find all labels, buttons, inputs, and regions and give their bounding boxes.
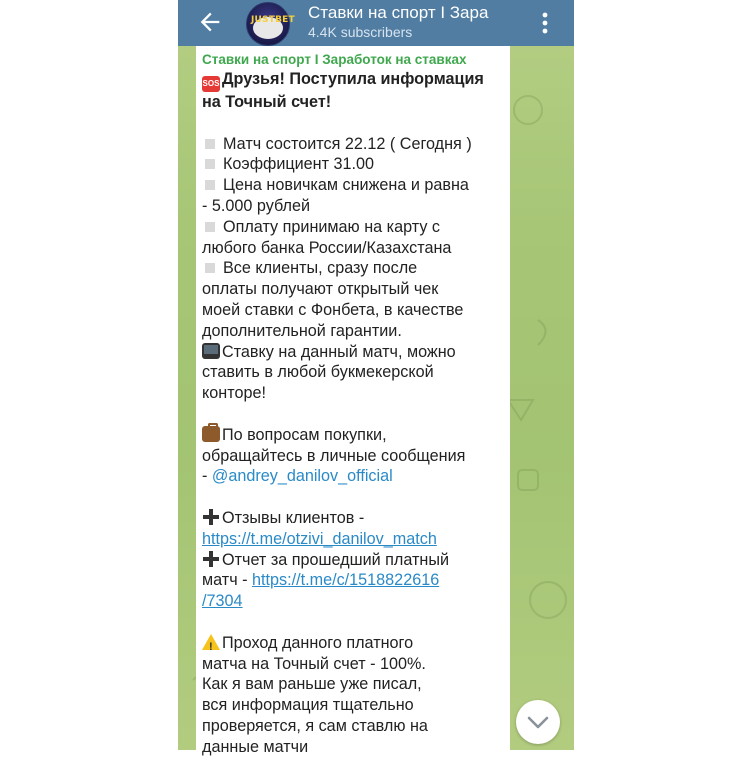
- square-bullet-icon: [205, 139, 215, 149]
- telegram-channel-screen: [178, 0, 574, 756]
- arrow-left-icon[interactable]: [196, 8, 224, 36]
- line-reviews: Отзывы клиентов -: [222, 508, 365, 527]
- line-contact-1: По вопросам покупки,: [222, 425, 387, 444]
- line-payment-2: любого банка России/Казахстана: [202, 238, 452, 257]
- plus-icon: [202, 509, 220, 525]
- briefcase-icon: [202, 426, 220, 442]
- message-text: [202, 69, 500, 758]
- line-pass-3: Как я вам раньше уже писал,: [202, 675, 422, 694]
- line-pass-1: Проход данного платного: [222, 633, 414, 652]
- line-pass-2: матча на Точный счет - 100%.: [202, 654, 426, 673]
- line-coefficient: Коэффициент 31.00: [223, 155, 375, 174]
- line-match-date: Матч состоится 22.12 ( Сегодня ): [223, 134, 472, 153]
- channel-title[interactable]: Ставки на спорт I Зара: [308, 3, 489, 22]
- line-pass-6: данные матчи: [202, 737, 309, 756]
- headline: Друзья! Поступила информация на Точный счет!: [202, 70, 489, 111]
- line-bet-2: ставить в любой букмекерской: [202, 363, 434, 382]
- line-clients-2: оплаты получают открытый чек: [202, 280, 439, 299]
- message-bubble[interactable]: [196, 46, 510, 766]
- report-link-part-1[interactable]: https://t.me/c/1518822616: [252, 571, 440, 590]
- line-report-1: Отчет за прошедший платный: [222, 550, 450, 569]
- square-bullet-icon: [205, 159, 215, 169]
- warning-icon: [202, 634, 220, 650]
- line-price-2: - 5.000 рублей: [202, 196, 311, 215]
- line-payment-1: Оплату принимаю на карту с: [223, 217, 441, 236]
- subscriber-count: 4.4K subscribers: [308, 24, 413, 40]
- line-clients-4: дополнительной гарантии.: [202, 321, 402, 340]
- square-bullet-icon: [205, 222, 215, 232]
- line-contact-2: обращайтесь в личные сообщения: [202, 446, 466, 465]
- line-clients-1: Все клиенты, сразу после: [223, 259, 418, 278]
- line-price-1: Цена новичкам снижена и равна: [223, 176, 469, 195]
- scroll-down-button[interactable]: [516, 700, 560, 744]
- plus-icon: [202, 551, 220, 567]
- username-link[interactable]: @andrey_danilov_official: [211, 467, 393, 486]
- channel-avatar[interactable]: [246, 2, 295, 46]
- more-vertical-icon[interactable]: [533, 9, 557, 37]
- chevron-down-icon: [516, 700, 560, 744]
- reviews-link[interactable]: https://t.me/otzivi_danilov_match: [202, 529, 437, 548]
- square-bullet-icon: [205, 180, 215, 190]
- avatar-logo: JUSTBET: [251, 15, 295, 25]
- report-link-part-2[interactable]: /7304: [202, 592, 243, 611]
- line-bet-1: Ставку на данный матч, можно: [222, 342, 456, 361]
- line-contact-3-prefix: -: [202, 467, 212, 486]
- line-bet-3: конторе!: [202, 384, 266, 403]
- line-pass-5: проверяется, я сам ставлю на: [202, 716, 428, 735]
- monitor-icon: [202, 343, 220, 359]
- square-bullet-icon: [205, 263, 215, 273]
- line-report-2-prefix: матч -: [202, 571, 253, 590]
- sos-icon: SOS: [202, 76, 220, 92]
- line-pass-4: вся информация тщательно: [202, 696, 414, 715]
- chat-header: [178, 0, 574, 46]
- message-sender[interactable]: Ставки на спорт I Заработок на ставках: [202, 52, 467, 67]
- line-clients-3: моей ставки с Фонбета, в качестве: [202, 300, 464, 319]
